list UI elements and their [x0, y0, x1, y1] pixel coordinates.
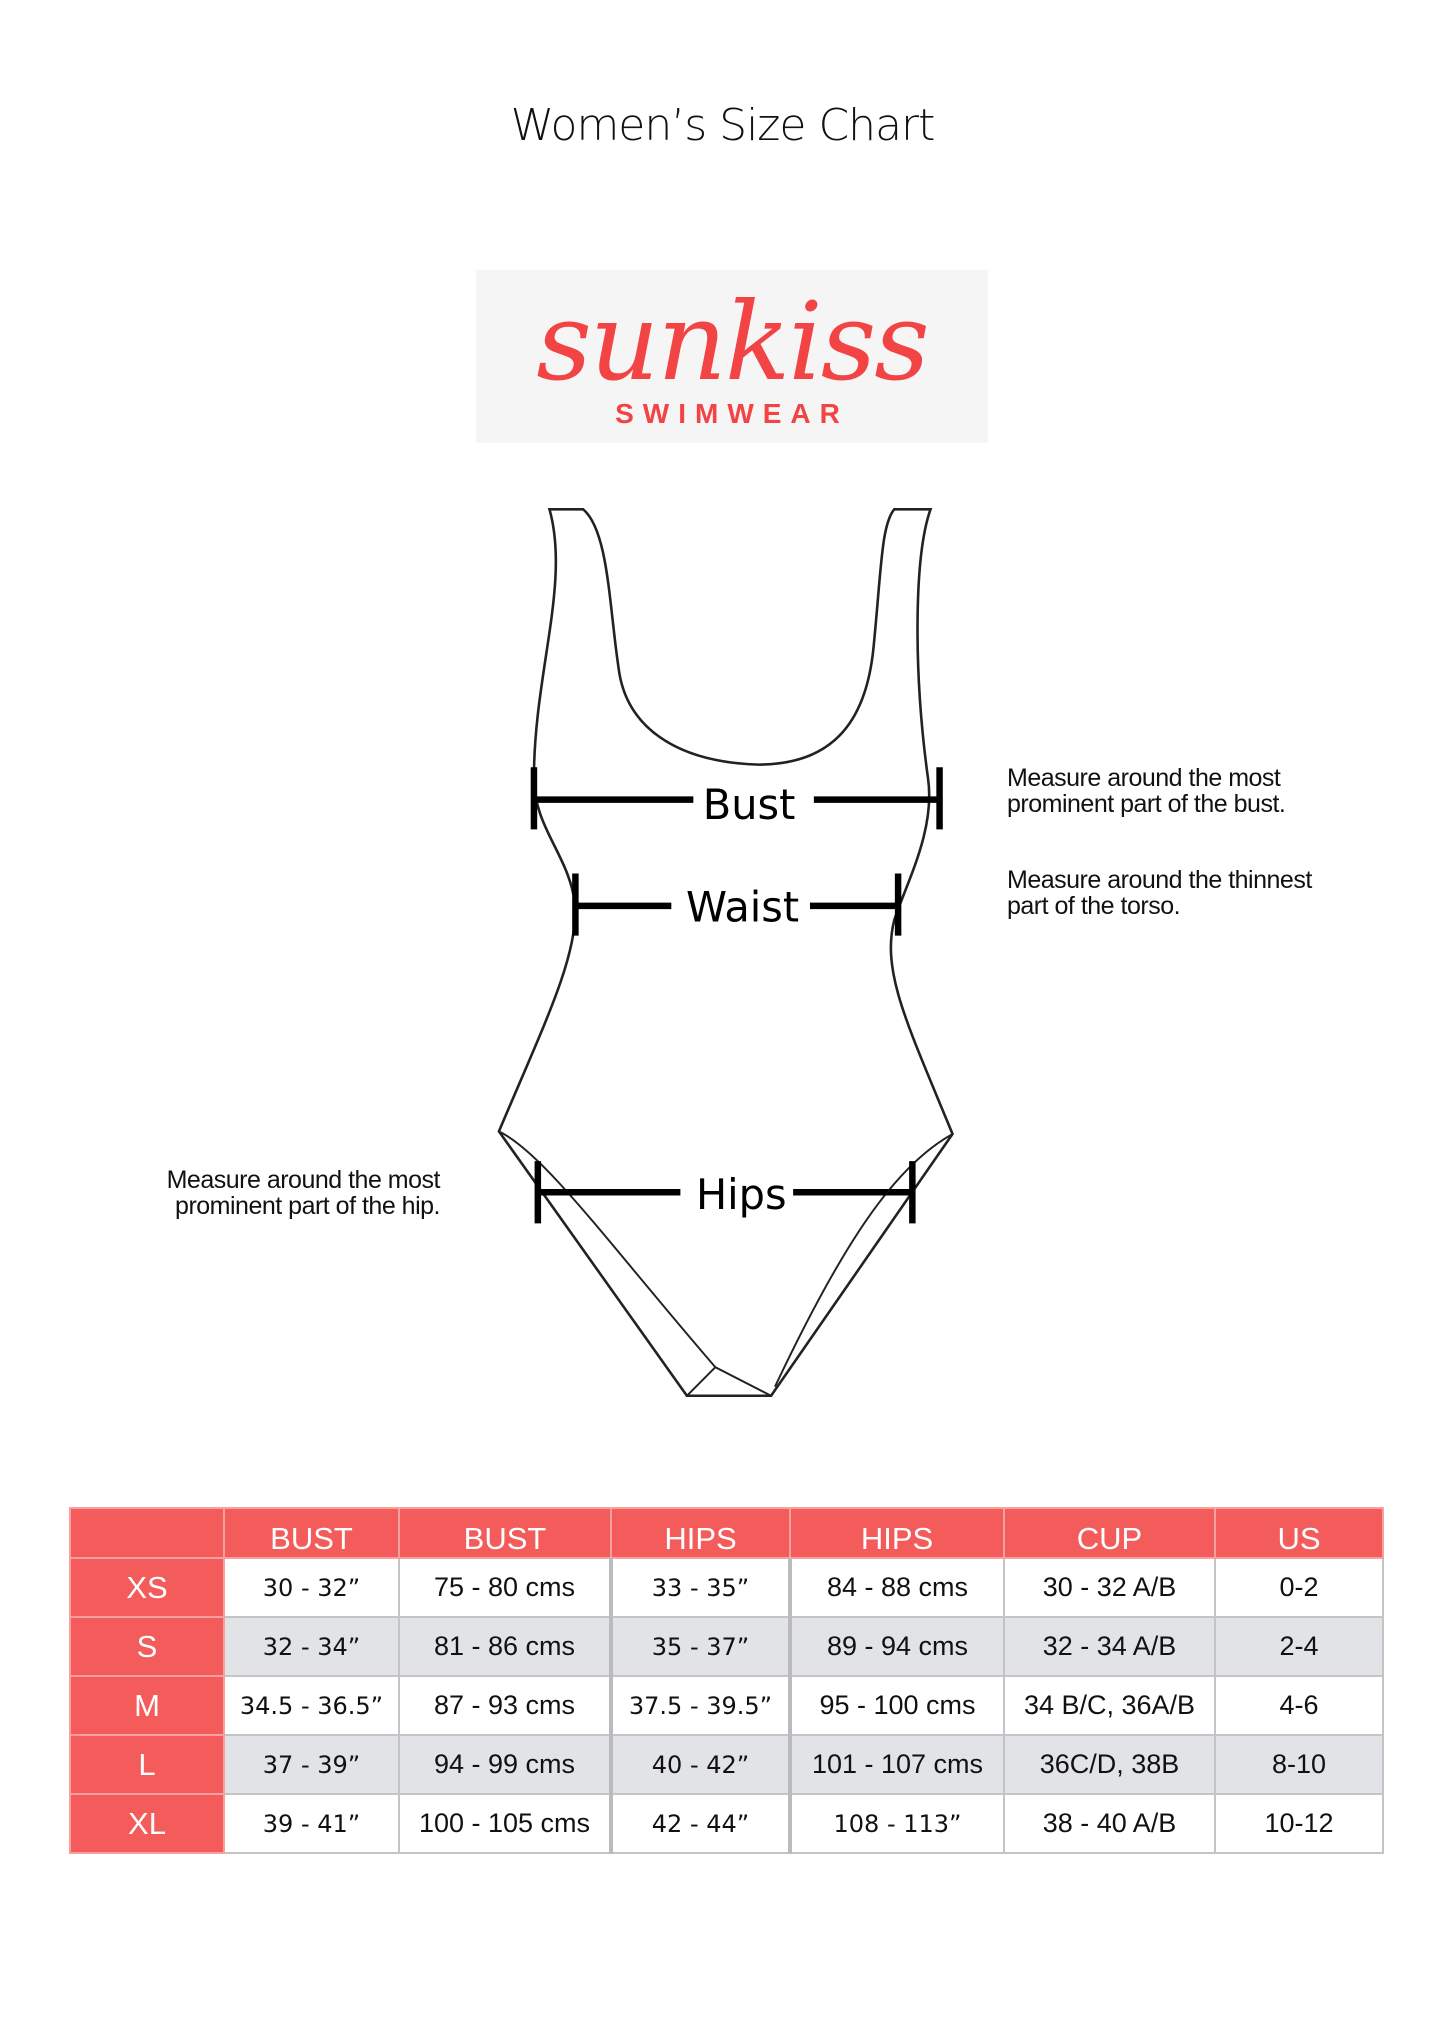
cell-cup: 32 - 34 A/B: [1004, 1617, 1215, 1676]
cell-hips-cm: 101 - 107 cms: [790, 1735, 1004, 1794]
cell-hips-cm: 95 - 100 cms: [790, 1676, 1004, 1735]
waist-note: [1007, 867, 1312, 919]
table-row: [70, 1617, 1383, 1676]
cell-bust-in: 39 - 41”: [224, 1794, 399, 1853]
cell-size: L: [70, 1735, 224, 1794]
cell-size: XS: [70, 1558, 224, 1617]
cell-hips-cm: 84 - 88 cms: [790, 1558, 1004, 1617]
cell-bust-in: 30 - 32”: [224, 1558, 399, 1617]
cell-bust-cm: 81 - 86 cms: [399, 1617, 611, 1676]
cell-size: XL: [70, 1794, 224, 1853]
bust-note-line: prominent part of the bust.: [1007, 790, 1286, 818]
header-us: US: [1215, 1508, 1383, 1558]
table-row: [70, 1794, 1383, 1853]
header-cup: CUP: [1004, 1508, 1215, 1558]
header-size: [70, 1508, 224, 1558]
waist-label: Waist: [686, 883, 800, 932]
table-row: [70, 1558, 1383, 1617]
cell-hips-in: 42 - 44”: [611, 1794, 790, 1853]
cell-bust-cm: 75 - 80 cms: [399, 1558, 611, 1617]
cell-bust-in: 34.5 - 36.5”: [224, 1676, 399, 1735]
cell-cup: 36C/D, 38B: [1004, 1735, 1215, 1794]
cell-size: S: [70, 1617, 224, 1676]
cell-us: 10-12: [1215, 1794, 1383, 1853]
cell-cup: 30 - 32 A/B: [1004, 1558, 1215, 1617]
cell-us: 0-2: [1215, 1558, 1383, 1617]
table-row: [70, 1735, 1383, 1794]
cell-hips-cm: 89 - 94 cms: [790, 1617, 1004, 1676]
page-title: Women’s Size Chart: [510, 100, 935, 151]
cell-cup: 34 B/C, 36A/B: [1004, 1676, 1215, 1735]
waist-note-line: Measure around the thinnest: [1007, 866, 1312, 894]
header-bust-cm: BUST: [399, 1508, 611, 1558]
measure-lines: [534, 767, 940, 1223]
bust-note-line: Measure around the most: [1007, 764, 1281, 792]
size-chart-table: [69, 1507, 1384, 1854]
cell-hips-in: 37.5 - 39.5”: [611, 1676, 790, 1735]
cell-bust-cm: 87 - 93 cms: [399, 1676, 611, 1735]
cell-hips-cm: 108 - 113”: [790, 1794, 1004, 1853]
hips-label: Hips: [695, 1171, 787, 1220]
header-bust-in: BUST: [224, 1508, 399, 1558]
cell-us: 4-6: [1215, 1676, 1383, 1735]
hips-note: [146, 1167, 440, 1219]
bust-note: [1007, 765, 1285, 817]
header-hips-cm: HIPS: [790, 1508, 1004, 1558]
cell-size: M: [70, 1676, 224, 1735]
logo-wordmark: sunkiss: [536, 280, 928, 405]
cell-cup: 38 - 40 A/B: [1004, 1794, 1215, 1853]
cell-us: 2-4: [1215, 1617, 1383, 1676]
hips-note-line: prominent part of the hip.: [175, 1192, 440, 1220]
cell-us: 8-10: [1215, 1735, 1383, 1794]
cell-bust-cm: 100 - 105 cms: [399, 1794, 611, 1853]
swimsuit-outline: [499, 509, 953, 1395]
hips-note-line: Measure around the most: [166, 1166, 440, 1194]
cell-bust-in: 32 - 34”: [224, 1617, 399, 1676]
cell-bust-cm: 94 - 99 cms: [399, 1735, 611, 1794]
cell-bust-in: 37 - 39”: [224, 1735, 399, 1794]
logo-tagline: SWIMWEAR: [615, 398, 849, 429]
cell-hips-in: 33 - 35”: [611, 1558, 790, 1617]
cell-hips-in: 40 - 42”: [611, 1735, 790, 1794]
bust-label: Bust: [702, 781, 796, 830]
header-hips-in: HIPS: [611, 1508, 790, 1558]
cell-hips-in: 35 - 37”: [611, 1617, 790, 1676]
table-header-row: [70, 1508, 1383, 1558]
table-row: [70, 1676, 1383, 1735]
waist-note-line: part of the torso.: [1007, 892, 1181, 920]
